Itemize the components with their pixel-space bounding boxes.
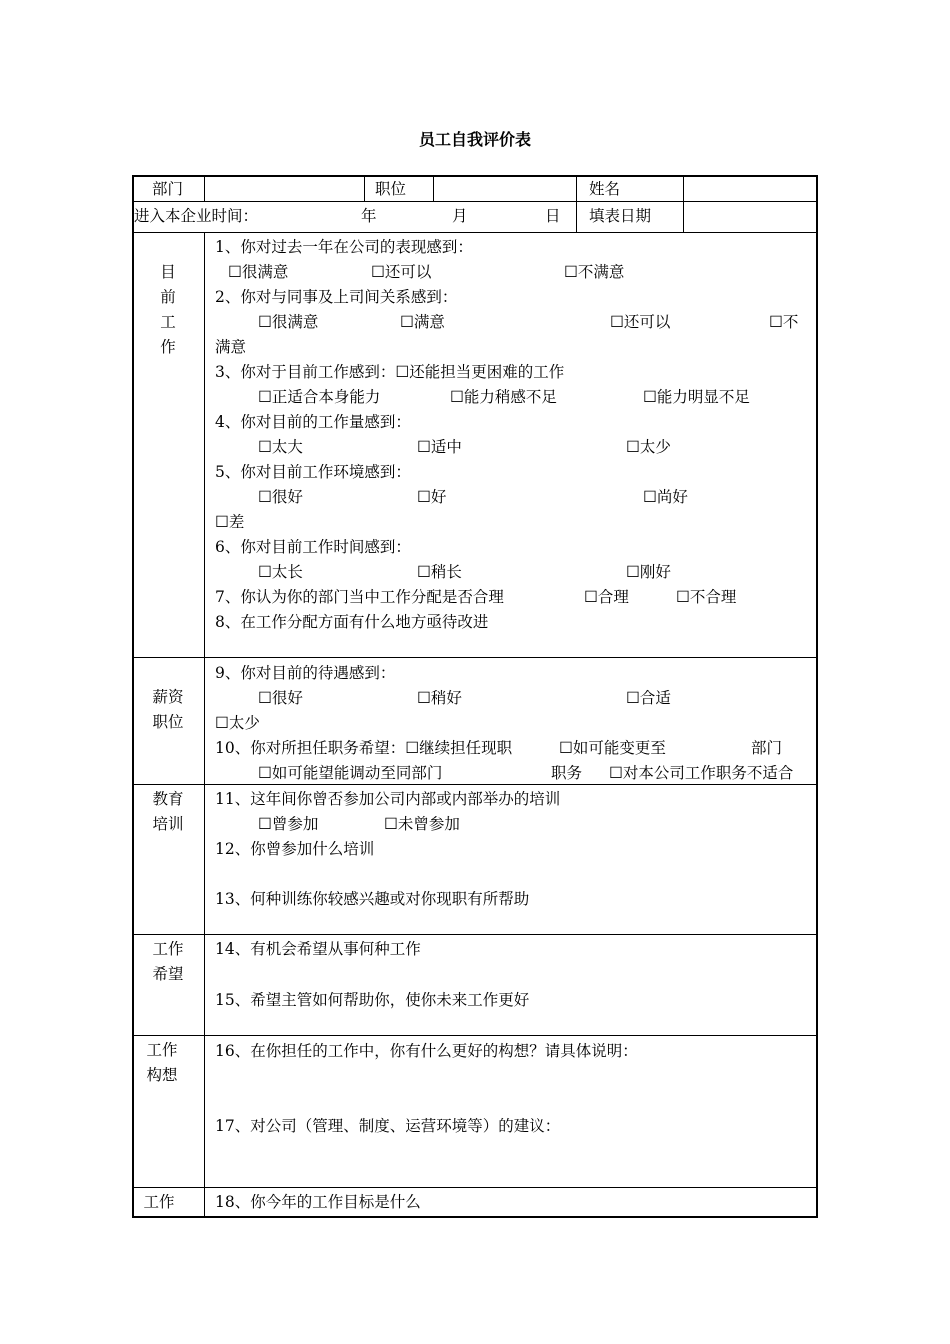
col-divider [576, 175, 577, 233]
q9-option-4[interactable]: ☐太少 [215, 714, 260, 732]
q5-option-4[interactable]: ☐差 [215, 513, 245, 531]
question-15: 15、希望主管如何帮助你，使你未来工作更好 [215, 991, 530, 1009]
q10-duty-label: 职务 [551, 764, 583, 782]
q10-option-unsuitable[interactable]: ☐对本公司工作职务不适合 [609, 764, 794, 782]
q3-option-3[interactable]: ☐能力明显不足 [643, 388, 750, 406]
form-title: 员工自我评价表 [418, 130, 531, 149]
q5-option-3[interactable]: ☐尚好 [643, 488, 688, 506]
question-6: 6、你对目前工作时间感到： [215, 538, 411, 556]
q10-option-change[interactable]: ☐如可能变更至 [559, 739, 666, 757]
q3-option-2[interactable]: ☐能力稍感不足 [450, 388, 557, 406]
question-7: 7、你认为你的部门当中工作分配是否合理 [215, 588, 504, 606]
dept-label: 部门 [152, 180, 184, 198]
question-5: 5、你对目前工作环境感到： [215, 463, 411, 481]
row-divider [132, 1035, 818, 1036]
q6-option-1[interactable]: ☐太长 [258, 563, 303, 581]
question-11: 11、这年间你曾否参加公司内部或内部举办的培训 [215, 790, 561, 808]
year-label: 年 [361, 207, 377, 225]
row-divider [132, 1187, 818, 1188]
question-12: 12、你曾参加什么培训 [215, 840, 375, 858]
q2-option-1[interactable]: ☐很满意 [258, 313, 319, 331]
form-table [132, 175, 818, 1218]
section-current-work-label: 目 前 工 作 [160, 263, 176, 356]
question-8: 8、在工作分配方面有什么地方亟待改进 [215, 613, 489, 631]
section-goal-label: 工作 [143, 1193, 175, 1211]
q11-option-1[interactable]: ☐曾参加 [258, 815, 319, 833]
question-16: 16、在你担任的工作中，你有什么更好的构想？请具体说明： [215, 1042, 638, 1060]
question-1: 1、你对过去一年在公司的表现感到： [215, 238, 473, 256]
q6-option-2[interactable]: ☐稍长 [417, 563, 462, 581]
q2-option-2[interactable]: ☐满意 [400, 313, 445, 331]
question-17: 17、对公司（管理、制度、运营环境等）的建议： [215, 1117, 561, 1135]
q6-option-3[interactable]: ☐刚好 [626, 563, 671, 581]
q3-option-1[interactable]: ☐正适合本身能力 [258, 388, 381, 406]
question-10: 10、你对所担任职务希望：☐继续担任现职 [215, 739, 513, 757]
row-divider [132, 657, 818, 658]
section-idea-label: 工作 构想 [146, 1041, 178, 1084]
q10-dept-label: 部门 [751, 739, 783, 757]
question-14: 14、有机会希望从事何种工作 [215, 940, 421, 958]
section-training-label: 教育 培训 [152, 790, 184, 833]
row-divider [132, 934, 818, 935]
q10-option-transfer[interactable]: ☐如可能望能调动至同部门 [258, 764, 443, 782]
question-13: 13、何种训练你较感兴趣或对你现职有所帮助 [215, 890, 530, 908]
col-divider [683, 175, 684, 233]
q9-option-3[interactable]: ☐合适 [626, 689, 671, 707]
question-3: 3、你对于目前工作感到：☐还能担当更困难的工作 [215, 363, 565, 381]
col-divider [364, 175, 365, 202]
question-2: 2、你对与同事及上司间关系感到： [215, 288, 458, 306]
q5-option-2[interactable]: ☐好 [417, 488, 447, 506]
row-divider [132, 201, 818, 202]
q5-option-1[interactable]: ☐很好 [258, 488, 303, 506]
q9-option-2[interactable]: ☐稍好 [417, 689, 462, 707]
q9-option-1[interactable]: ☐很好 [258, 689, 303, 707]
q7-option-1[interactable]: ☐合理 [584, 588, 629, 606]
q2-option-4-wrap: 满意 [215, 338, 247, 356]
q4-option-1[interactable]: ☐太大 [258, 438, 303, 456]
section-salary-label: 薪资 职位 [152, 688, 184, 731]
q1-option-1[interactable]: ☐很满意 [228, 263, 289, 281]
q7-option-2[interactable]: ☐不合理 [676, 588, 737, 606]
fill-date-label: 填表日期 [589, 207, 652, 225]
join-date-label: 进入本企业时间： [134, 207, 259, 225]
row-divider [132, 784, 818, 785]
day-label: 日 [545, 207, 561, 225]
section-hope-label: 工作 希望 [152, 940, 184, 983]
question-4: 4、你对目前的工作量感到： [215, 413, 411, 431]
col-divider [433, 175, 434, 202]
col-divider [204, 232, 205, 1218]
position-label: 职位 [375, 180, 407, 198]
q11-option-2[interactable]: ☐未曾参加 [384, 815, 460, 833]
q2-option-4[interactable]: ☐不 [769, 313, 799, 331]
question-9: 9、你对目前的待遇感到： [215, 664, 396, 682]
q1-option-3[interactable]: ☐不满意 [564, 263, 625, 281]
q4-option-2[interactable]: ☐适中 [417, 438, 462, 456]
row-divider [132, 232, 818, 233]
question-18: 18、你今年的工作目标是什么 [215, 1193, 421, 1211]
q2-option-3[interactable]: ☐还可以 [610, 313, 671, 331]
name-label: 姓名 [589, 180, 621, 198]
q1-option-2[interactable]: ☐还可以 [371, 263, 432, 281]
col-divider [204, 175, 205, 202]
q4-option-3[interactable]: ☐太少 [626, 438, 671, 456]
month-label: 月 [452, 207, 468, 225]
